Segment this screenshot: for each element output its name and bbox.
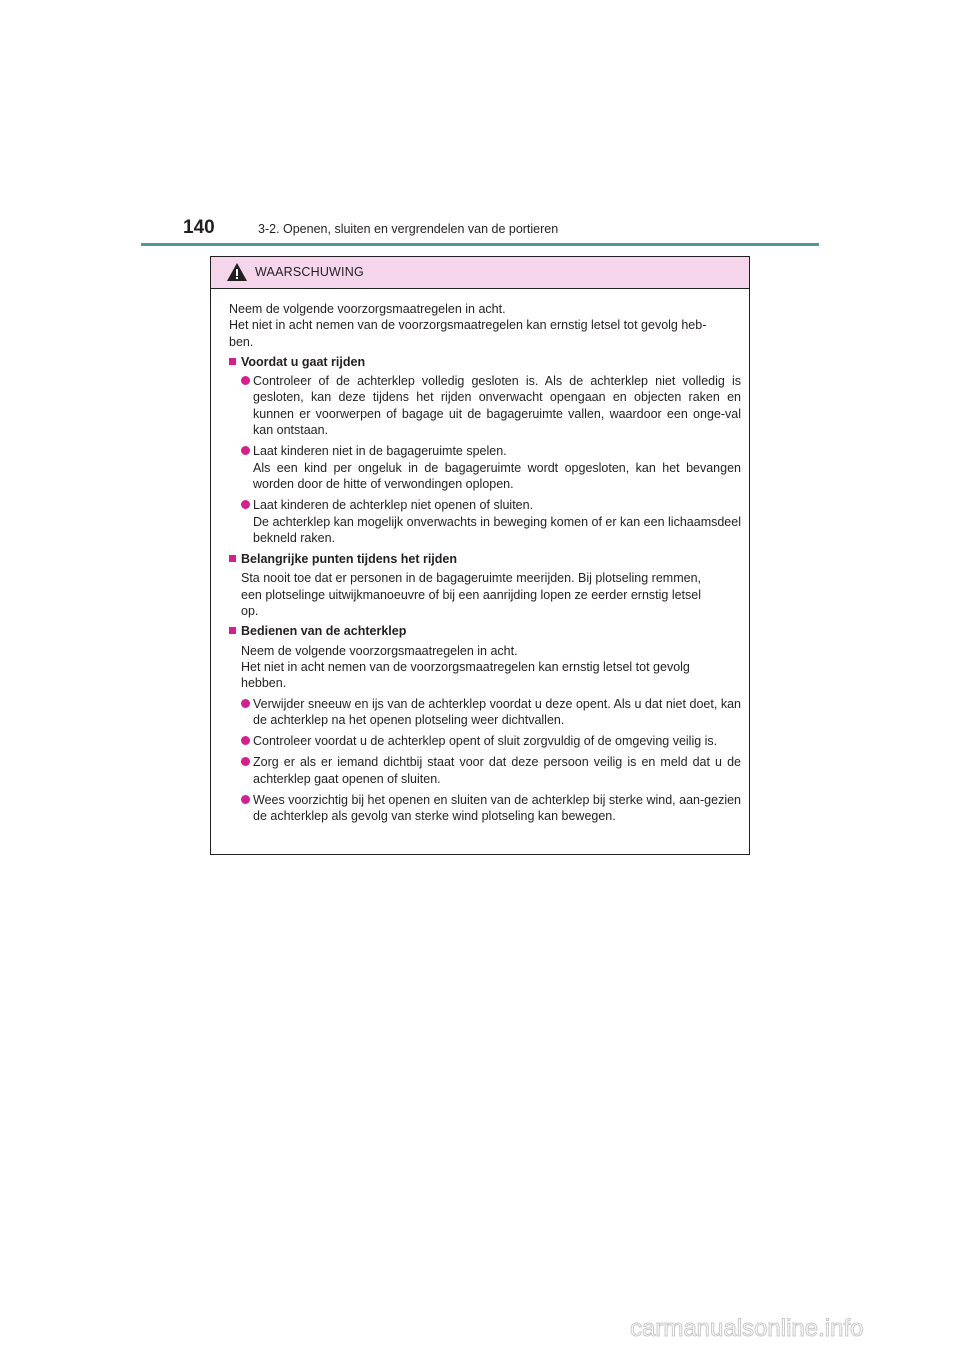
text-line: Het niet in acht nemen van de voorzorgsmaatregelen kan ernstig letsel tot gevolg (241, 659, 690, 674)
text-line: Neem de volgende voorzorgsmaatregelen in acht. (241, 643, 518, 658)
circle-bullet-icon (241, 795, 250, 804)
bullet-text: Controleer voordat u de achterklep opent of sluit zorgvuldig of de omgeving veilig is. (253, 734, 718, 749)
square-bullet-icon (229, 627, 236, 634)
bullet-text: Controleer of de achterklep volledig gesloten is. Als de achterklep niet volledig is gesloten, kan deze tijdens het rijden onverwacht opengaan en objecten raken en kunnen er voorwerpen of bagage uit de bagageruimte vallen, waardoor een onge-val kan ontstaan. (253, 374, 741, 438)
intro-line: ben. (229, 334, 254, 349)
section-heading-text: Voordat u gaat rijden (241, 354, 366, 369)
bullet-text: Wees voorzichtig bij het openen en sluiten van de achterklep bij sterke wind, aan-gezien de achterklep als gevolg van sterke wind plotseling kan bewegen. (253, 793, 741, 824)
section-heading-text: Belangrijke punten tijdens het rijden (241, 552, 458, 567)
circle-bullet-icon (241, 376, 250, 385)
section-text (229, 570, 741, 619)
intro-line: Neem de volgende voorzorgsmaatregelen in acht. (229, 302, 506, 316)
section-heading-text: Bedienen van de achterklep (241, 624, 407, 639)
page-number: 140 (183, 217, 215, 238)
header-rule (141, 243, 819, 246)
circle-bullet-icon (241, 699, 250, 708)
section-heading (229, 623, 741, 639)
square-bullet-icon (229, 555, 236, 562)
circle-bullet-icon (241, 446, 250, 455)
bullet-text: Verwijder sneeuw en ijs van de achterklep voordat u deze opent. Als u dat niet doet, kan de achterklep na het openen plotseling weer dichtvallen. (253, 696, 741, 727)
bullet-item (229, 792, 741, 825)
text-line: op. (241, 604, 259, 619)
bullet-item (229, 733, 741, 749)
section-heading (229, 354, 741, 370)
warning-triangle-icon (226, 262, 248, 282)
warning-body (211, 289, 749, 825)
warning-intro (229, 301, 741, 350)
bullet-item (229, 497, 741, 546)
watermark-text: carmanualsonline.info (630, 1315, 864, 1342)
bullet-text: Laat kinderen niet in de bagageruimte spelen. Als een kind per ongeluk in de bagageruimte wordt opgesloten, kan het bevangen worden door de hitte of verwondingen oplopen. (253, 444, 741, 491)
bullet-item (229, 373, 741, 438)
section-text (229, 643, 741, 692)
bullet-text: Zorg er als er iemand dichtbij staat voor dat deze persoon veilig is en meld dat u de achterklep gaat openen of sluiten. (253, 755, 741, 786)
warning-box (210, 256, 750, 855)
text-line: Sta nooit toe dat er personen in de bagageruimte meerijden. Bij plotseling remmen, (241, 571, 701, 586)
intro-line: Het niet in acht nemen van de voorzorgsmaatregelen kan ernstig letsel tot gevolg heb- (229, 318, 707, 333)
watermark-logo (628, 1311, 946, 1345)
square-bullet-icon (229, 358, 236, 365)
circle-bullet-icon (241, 757, 250, 766)
bullet-text: Laat kinderen de achterklep niet openen of sluiten. De achterklep kan mogelijk onverwachts in beweging komen of er kan een lichaamsdeel bekneld raken. (253, 498, 741, 545)
bullet-item (229, 443, 741, 492)
bullet-item (229, 696, 741, 729)
warning-header (211, 257, 749, 289)
text-line: hebben. (241, 676, 287, 691)
section-heading (229, 551, 741, 567)
circle-bullet-icon (241, 736, 250, 745)
text-line: een plotselinge uitwijkmanoeuvre of bij een aanrijding lopen ze eerder ernstig letsel (241, 587, 702, 602)
circle-bullet-icon (241, 500, 250, 509)
warning-title: WAARSCHUWING (255, 265, 364, 279)
section-title: 3-2. Openen, sluiten en vergrendelen van de portieren (258, 222, 559, 236)
bullet-item (229, 754, 741, 787)
